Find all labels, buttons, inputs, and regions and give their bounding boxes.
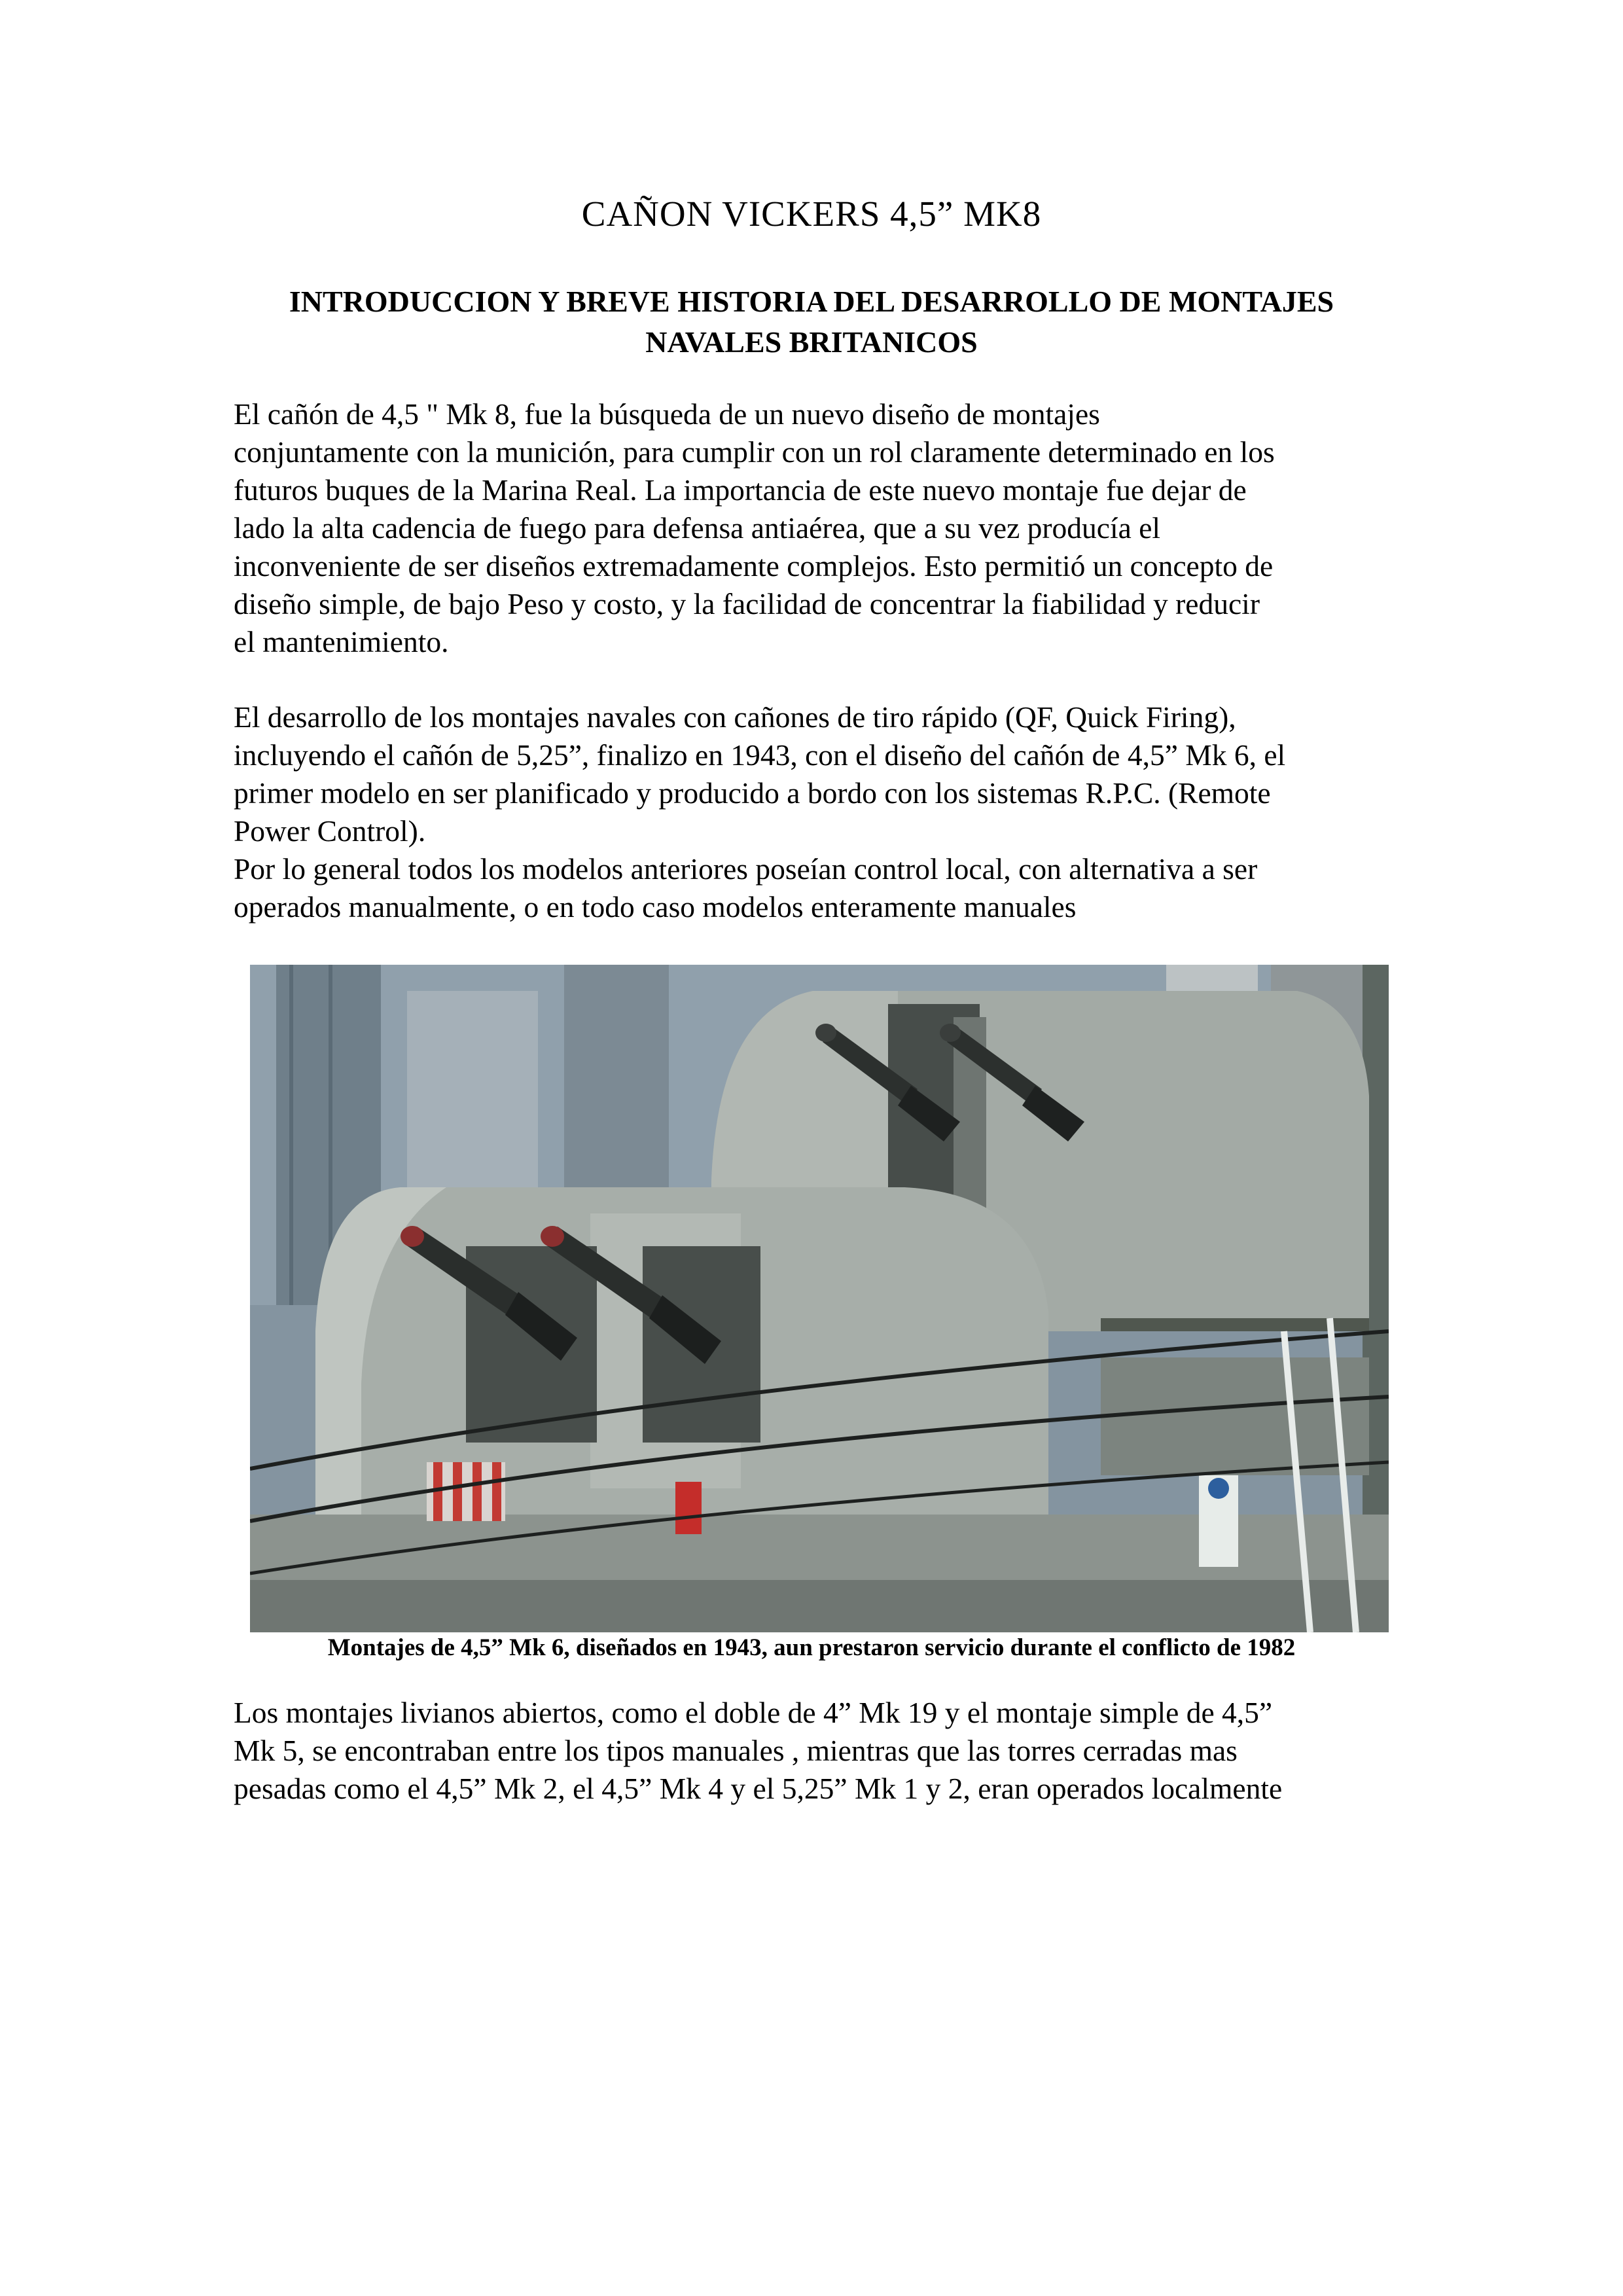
document-subtitle (232, 281, 1391, 363)
subtitle-line: NAVALES BRITANICOS (645, 325, 978, 359)
text-line: futuros buques de la Marina Real. La importancia de este nuevo montaje fue dejar de (234, 473, 1247, 507)
text-line: Por lo general todos los modelos anteriores poseían control local, con alternativa a ser (234, 852, 1258, 886)
text-line: Mk 5, se encontraban entre los tipos manuales , mientras que las torres cerradas mas (234, 1734, 1238, 1767)
text-line: operados manualmente, o en todo caso modelos enteramente manuales (234, 890, 1077, 924)
turret-photo (250, 965, 1389, 1632)
text-line: El cañón de 4,5 " Mk 8, fue la búsqueda de un nuevo diseño de montajes (234, 397, 1100, 431)
paragraph-development (234, 698, 1412, 850)
text-line: primer modelo en ser planificado y producido a bordo con los sistemas R.P.C. (Remote (234, 776, 1271, 810)
photo-caption: Montajes de 4,5” Mk 6, diseñados en 1943, aun prestaron servicio durante el conflicto de 1982 (327, 1634, 1296, 1661)
text-line: diseño simple, de bajo Peso y costo, y la facilidad de concentrar la fiabilidad y reducir (234, 587, 1260, 620)
subtitle-line: INTRODUCCION Y BREVE HISTORIA DEL DESARROLLO DE MONTAJES (289, 285, 1334, 318)
text-line: Los montajes livianos abiertos, como el doble de 4” Mk 19 y el montaje simple de 4,5” (234, 1696, 1273, 1729)
text-line: incluyendo el cañón de 5,25”, finalizo en 1943, con el diseño del cañón de 4,5” Mk 6, el (234, 738, 1286, 772)
text-line: el mantenimiento. (234, 625, 449, 658)
text-line: lado la alta cadencia de fuego para defensa antiaérea, que a su vez producía el (234, 511, 1161, 545)
paragraph-previous-models (234, 850, 1412, 926)
document-title: CAÑON VICKERS 4,5” MK8 (581, 194, 1042, 234)
text-line: inconveniente de ser diseños extremadamente complejos. Esto permitió un concepto de (234, 549, 1274, 583)
text-line: pesadas como el 4,5” Mk 2, el 4,5” Mk 4 y el 5,25” Mk 1 y 2, eran operados localmente (234, 1772, 1283, 1805)
text-line: El desarrollo de los montajes navales con cañones de tiro rápido (QF, Quick Firing), (234, 700, 1236, 734)
text-line: Power Control). (234, 814, 426, 848)
paragraph-intro (234, 395, 1412, 661)
paragraph-manual-types (234, 1694, 1412, 1808)
text-line: conjuntamente con la munición, para cumplir con un rol claramente determinado en los (234, 435, 1275, 469)
